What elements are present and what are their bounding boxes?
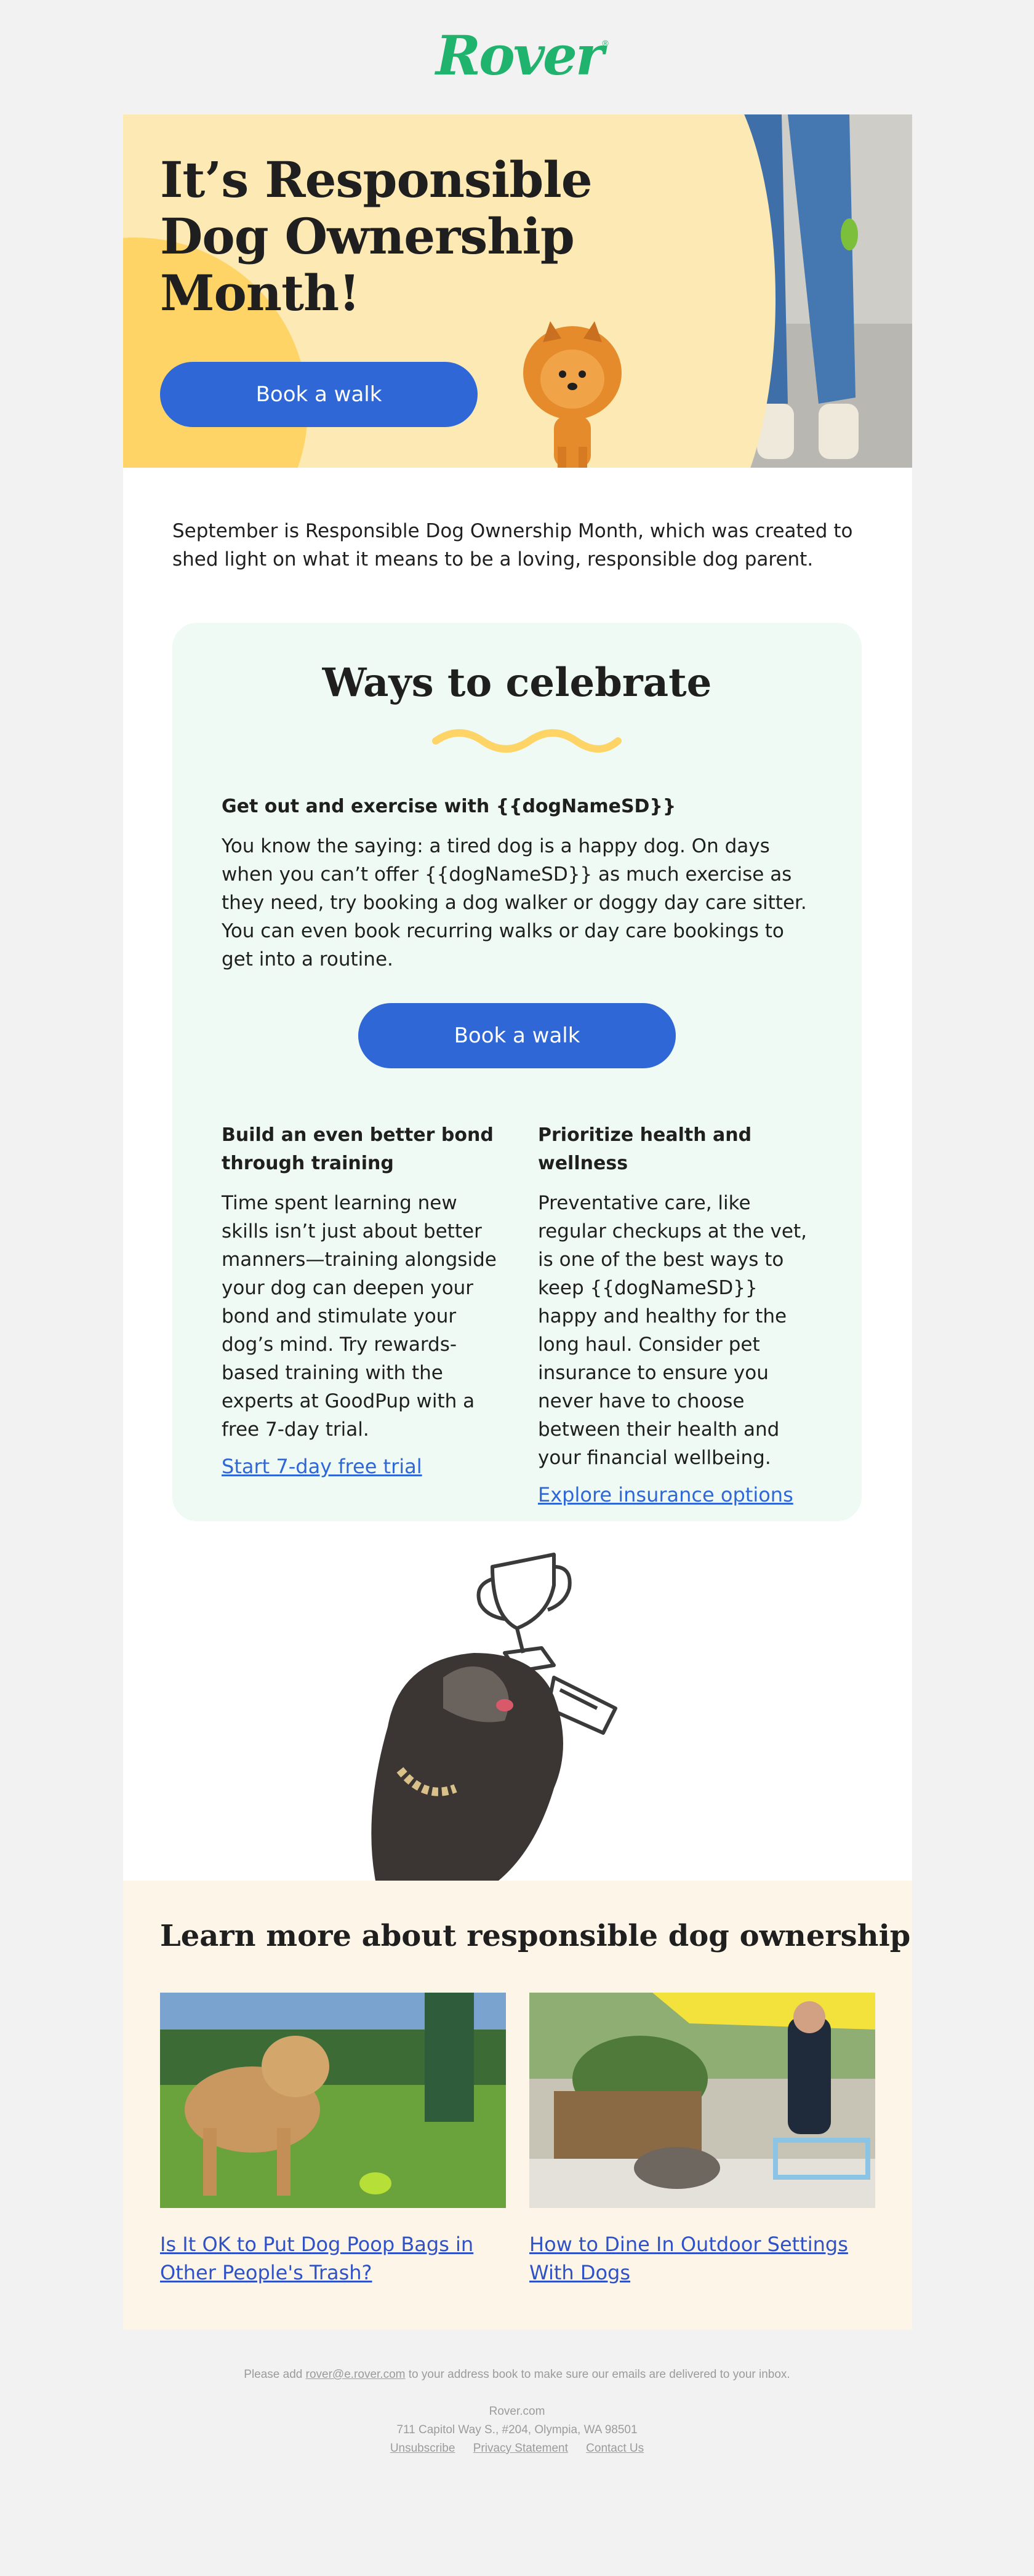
intro-text: September is Responsible Dog Ownership Month, which was created to shed light on what it means to be a loving, responsible dog parent.	[172, 520, 853, 570]
exercise-body: You know the saying: a tired dog is a happy dog. On days when you can’t offer {{dogNameSD}} as much exercise as they need, try booking a dog walker or doggy day care sitter. You can even book recurring walks or day care bookings to get into a routine.	[222, 835, 807, 970]
footer-suffix: to your address book to make sure our emails are delivered to your inbox.	[408, 2368, 790, 2381]
article-photo-outdoor-dining[interactable]	[529, 1993, 875, 2208]
article-link-poop-bags[interactable]: Is It OK to Put Dog Poop Bags in Other People's Trash?	[160, 2233, 474, 2284]
insurance-link[interactable]: Explore insurance options	[538, 1483, 793, 1506]
health-heading: Prioritize health and wellness	[538, 1124, 752, 1174]
footer-email-link[interactable]: rover@e.rover.com	[305, 2368, 406, 2381]
brand-name: Rover	[436, 23, 603, 87]
book-walk-button-hero[interactable]: Book a walk	[160, 362, 478, 427]
footer-links	[0, 2442, 1034, 2455]
article-card[interactable]	[529, 1993, 875, 2287]
health-column	[538, 1121, 821, 1506]
ways-to-celebrate-panel	[172, 623, 862, 1521]
exercise-heading: Get out and exercise with {{dogNameSD}}	[222, 796, 676, 817]
footer-address-book	[0, 2368, 1034, 2382]
learn-more-section	[123, 1881, 912, 2330]
footer-prefix: Please add	[244, 2368, 303, 2381]
footer-company: Rover.com	[489, 2405, 545, 2418]
hero-banner	[123, 114, 912, 468]
book-walk-button[interactable]: Book a walk	[358, 1003, 676, 1068]
privacy-statement-link[interactable]: Privacy Statement	[473, 2442, 568, 2455]
email-card	[123, 114, 912, 2330]
footer-address: 711 Capitol Way S., #204, Olympia, WA 98501	[396, 2423, 638, 2436]
article-photo-dog-park[interactable]	[160, 1993, 506, 2208]
contact-us-link[interactable]: Contact Us	[586, 2442, 644, 2455]
health-body: Preventative care, like regular checkups at the vet, is one of the best ways to keep {{dogNameSD}} happy and healthy for the long haul. Consider pet insurance to ensure you never have to choose between their health and your financial wellbeing.	[538, 1192, 807, 1469]
article-link-outdoor-dining[interactable]: How to Dine In Outdoor Settings With Dogs	[529, 2233, 848, 2284]
pomeranian-illustration	[511, 318, 634, 468]
registered-mark: ®	[602, 38, 609, 48]
training-heading: Build an even better bond through training	[222, 1124, 494, 1174]
article-card[interactable]	[160, 1993, 506, 2287]
training-body: Time spent learning new skills isn’t just about better manners—training alongside your dog can deepen your bond and stimulate your dog’s mind. Try rewards-based training with the experts at GoodPup with a free 7-day trial.	[222, 1192, 497, 1441]
rover-logo[interactable]	[431, 23, 609, 87]
dog-trophy-illustration	[351, 1542, 671, 1881]
learn-more-title: Learn more about responsible dog ownership	[160, 1919, 911, 1953]
training-column	[222, 1121, 505, 1478]
hero-title: It’s Responsible Dog Ownership Month!	[160, 151, 592, 322]
free-trial-link[interactable]: Start 7-day free trial	[222, 1455, 422, 1478]
section-title: Ways to celebrate	[322, 660, 712, 706]
squiggle-divider	[431, 727, 623, 754]
unsubscribe-link[interactable]: Unsubscribe	[390, 2442, 455, 2455]
